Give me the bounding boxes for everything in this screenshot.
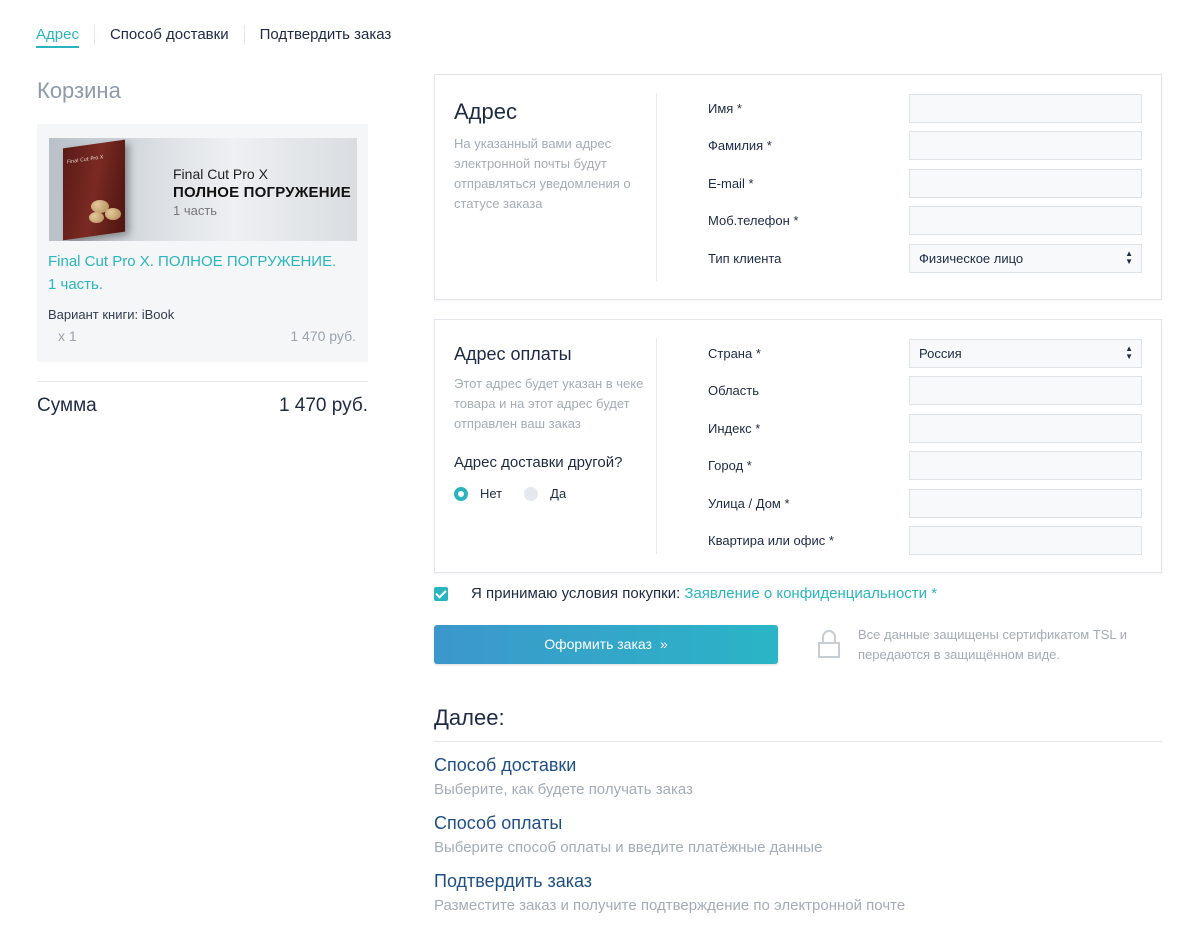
terms-text — [471, 585, 937, 602]
cart-item-variant: Вариант книги: iBook — [48, 307, 175, 322]
country-select[interactable] — [909, 339, 1142, 368]
product-image-decoration — [89, 212, 104, 223]
client-type-row — [708, 244, 1142, 273]
phone-row — [708, 206, 1142, 235]
billing-address-panel — [434, 319, 1162, 573]
first-name-field[interactable] — [909, 94, 1142, 123]
next-step-payment-desc: Выберите способ оплаты и введите платёжные данные — [434, 839, 823, 856]
cart-item-price: 1 470 руб. — [290, 328, 356, 344]
place-order-label: Оформить заказ — [544, 636, 652, 652]
client-type-select[interactable] — [909, 244, 1142, 273]
cart-divider — [37, 381, 368, 382]
product-image-decoration — [105, 208, 121, 220]
checkout-steps-nav — [36, 24, 406, 46]
next-steps-title: Далее: — [434, 705, 505, 730]
email-row — [708, 169, 1142, 198]
radio-no[interactable] — [454, 487, 468, 501]
street-row — [708, 489, 1142, 518]
cart-sum-label: Сумма — [37, 395, 97, 416]
product-image[interactable] — [49, 138, 357, 241]
terms-checkbox[interactable] — [434, 587, 448, 601]
client-type-label: Тип клиента — [708, 251, 782, 266]
next-step-delivery-title: Способ доставки — [434, 755, 577, 775]
cart-item-card — [37, 124, 368, 362]
panel-divider — [656, 338, 657, 554]
city-label: Город * — [708, 458, 752, 473]
security-notice: Все данные защищены сертификатом TSL и передаются в защищённом виде. — [858, 627, 1128, 662]
region-row — [708, 376, 1142, 405]
tab-confirm-order[interactable]: Подтвердить заказ — [244, 25, 407, 45]
first-name-row — [708, 94, 1142, 123]
last-name-field[interactable] — [909, 131, 1142, 160]
city-row — [708, 451, 1142, 480]
street-label: Улица / Дом * — [708, 496, 790, 511]
phone-field[interactable] — [909, 206, 1142, 235]
book-cover-label: Final Cut Pro X — [67, 154, 104, 166]
billing-description: Этот адрес будет указан в чеке товара и на этот адрес будет отправлен ваш заказ — [454, 376, 644, 431]
street-field[interactable] — [909, 489, 1142, 518]
privacy-policy-link[interactable]: Заявление о конфиденциальности * — [684, 585, 938, 602]
city-field[interactable] — [909, 451, 1142, 480]
postal-code-field[interactable] — [909, 414, 1142, 443]
first-name-label: Имя * — [708, 101, 742, 116]
billing-title: Адрес оплаты — [454, 344, 572, 364]
select-arrows-icon: ▲ ▼ — [1125, 344, 1133, 361]
apartment-field[interactable] — [909, 526, 1142, 555]
double-chevron-right-icon: » — [659, 636, 668, 652]
apartment-row — [708, 526, 1142, 555]
cart-sum-value: 1 470 руб. — [278, 395, 368, 416]
last-name-label: Фамилия * — [708, 138, 772, 153]
postal-code-row — [708, 414, 1142, 443]
address-description: На указанный вами адрес электронной почты будут отправляться уведомления о статусе заказа — [454, 136, 631, 211]
country-label: Страна * — [708, 346, 761, 361]
product-image-title: Final Cut Pro X — [173, 166, 268, 182]
postal-code-label: Индекс * — [708, 421, 761, 436]
product-image-subtitle: ПОЛНОЕ ПОГРУЖЕНИЕ — [173, 184, 351, 201]
radio-yes-label[interactable]: Да — [550, 486, 567, 501]
next-step-payment-title: Способ оплаты — [434, 813, 563, 833]
place-order-button[interactable] — [434, 625, 778, 664]
radio-no-label[interactable]: Нет — [480, 486, 503, 501]
email-field[interactable] — [909, 169, 1142, 198]
panel-divider — [656, 93, 657, 281]
next-step-confirm-desc: Разместите заказ и получите подтверждение по электронной почте — [434, 897, 906, 914]
cart-title: Корзина — [37, 78, 121, 103]
tab-address[interactable]: Адрес — [36, 25, 94, 45]
apartment-label: Квартира или офис * — [708, 533, 834, 548]
radio-yes[interactable] — [524, 487, 538, 501]
next-step-confirm-title: Подтвердить заказ — [434, 871, 593, 891]
terms-label: Я принимаю условия покупки: — [471, 585, 685, 602]
country-value: Россия — [919, 346, 962, 361]
region-field[interactable] — [909, 376, 1142, 405]
tab-delivery-method[interactable]: Способ доставки — [94, 25, 244, 45]
next-steps-divider — [434, 741, 1162, 742]
next-step-delivery-desc: Выберите, как будете получать заказ — [434, 781, 693, 798]
address-panel — [434, 74, 1162, 300]
client-type-value: Физическое лицо — [919, 251, 1024, 266]
address-title: Адрес — [454, 99, 517, 124]
region-label: Область — [708, 383, 760, 398]
last-name-row — [708, 131, 1142, 160]
cart-item-quantity: x 1 — [58, 328, 77, 344]
other-shipping-radio-group — [454, 486, 588, 501]
lock-icon — [818, 630, 840, 658]
product-image-part: 1 часть — [173, 203, 218, 218]
cart-item-name-link[interactable]: Final Cut Pro X. ПОЛНОЕ ПОГРУЖЕНИЕ. 1 часть. — [48, 253, 337, 293]
email-label: E-mail * — [708, 176, 754, 191]
select-arrows-icon: ▲ ▼ — [1125, 249, 1133, 266]
country-row — [708, 339, 1142, 368]
other-shipping-question: Адрес доставки другой? — [454, 454, 623, 471]
phone-label: Моб.телефон * — [708, 213, 799, 228]
